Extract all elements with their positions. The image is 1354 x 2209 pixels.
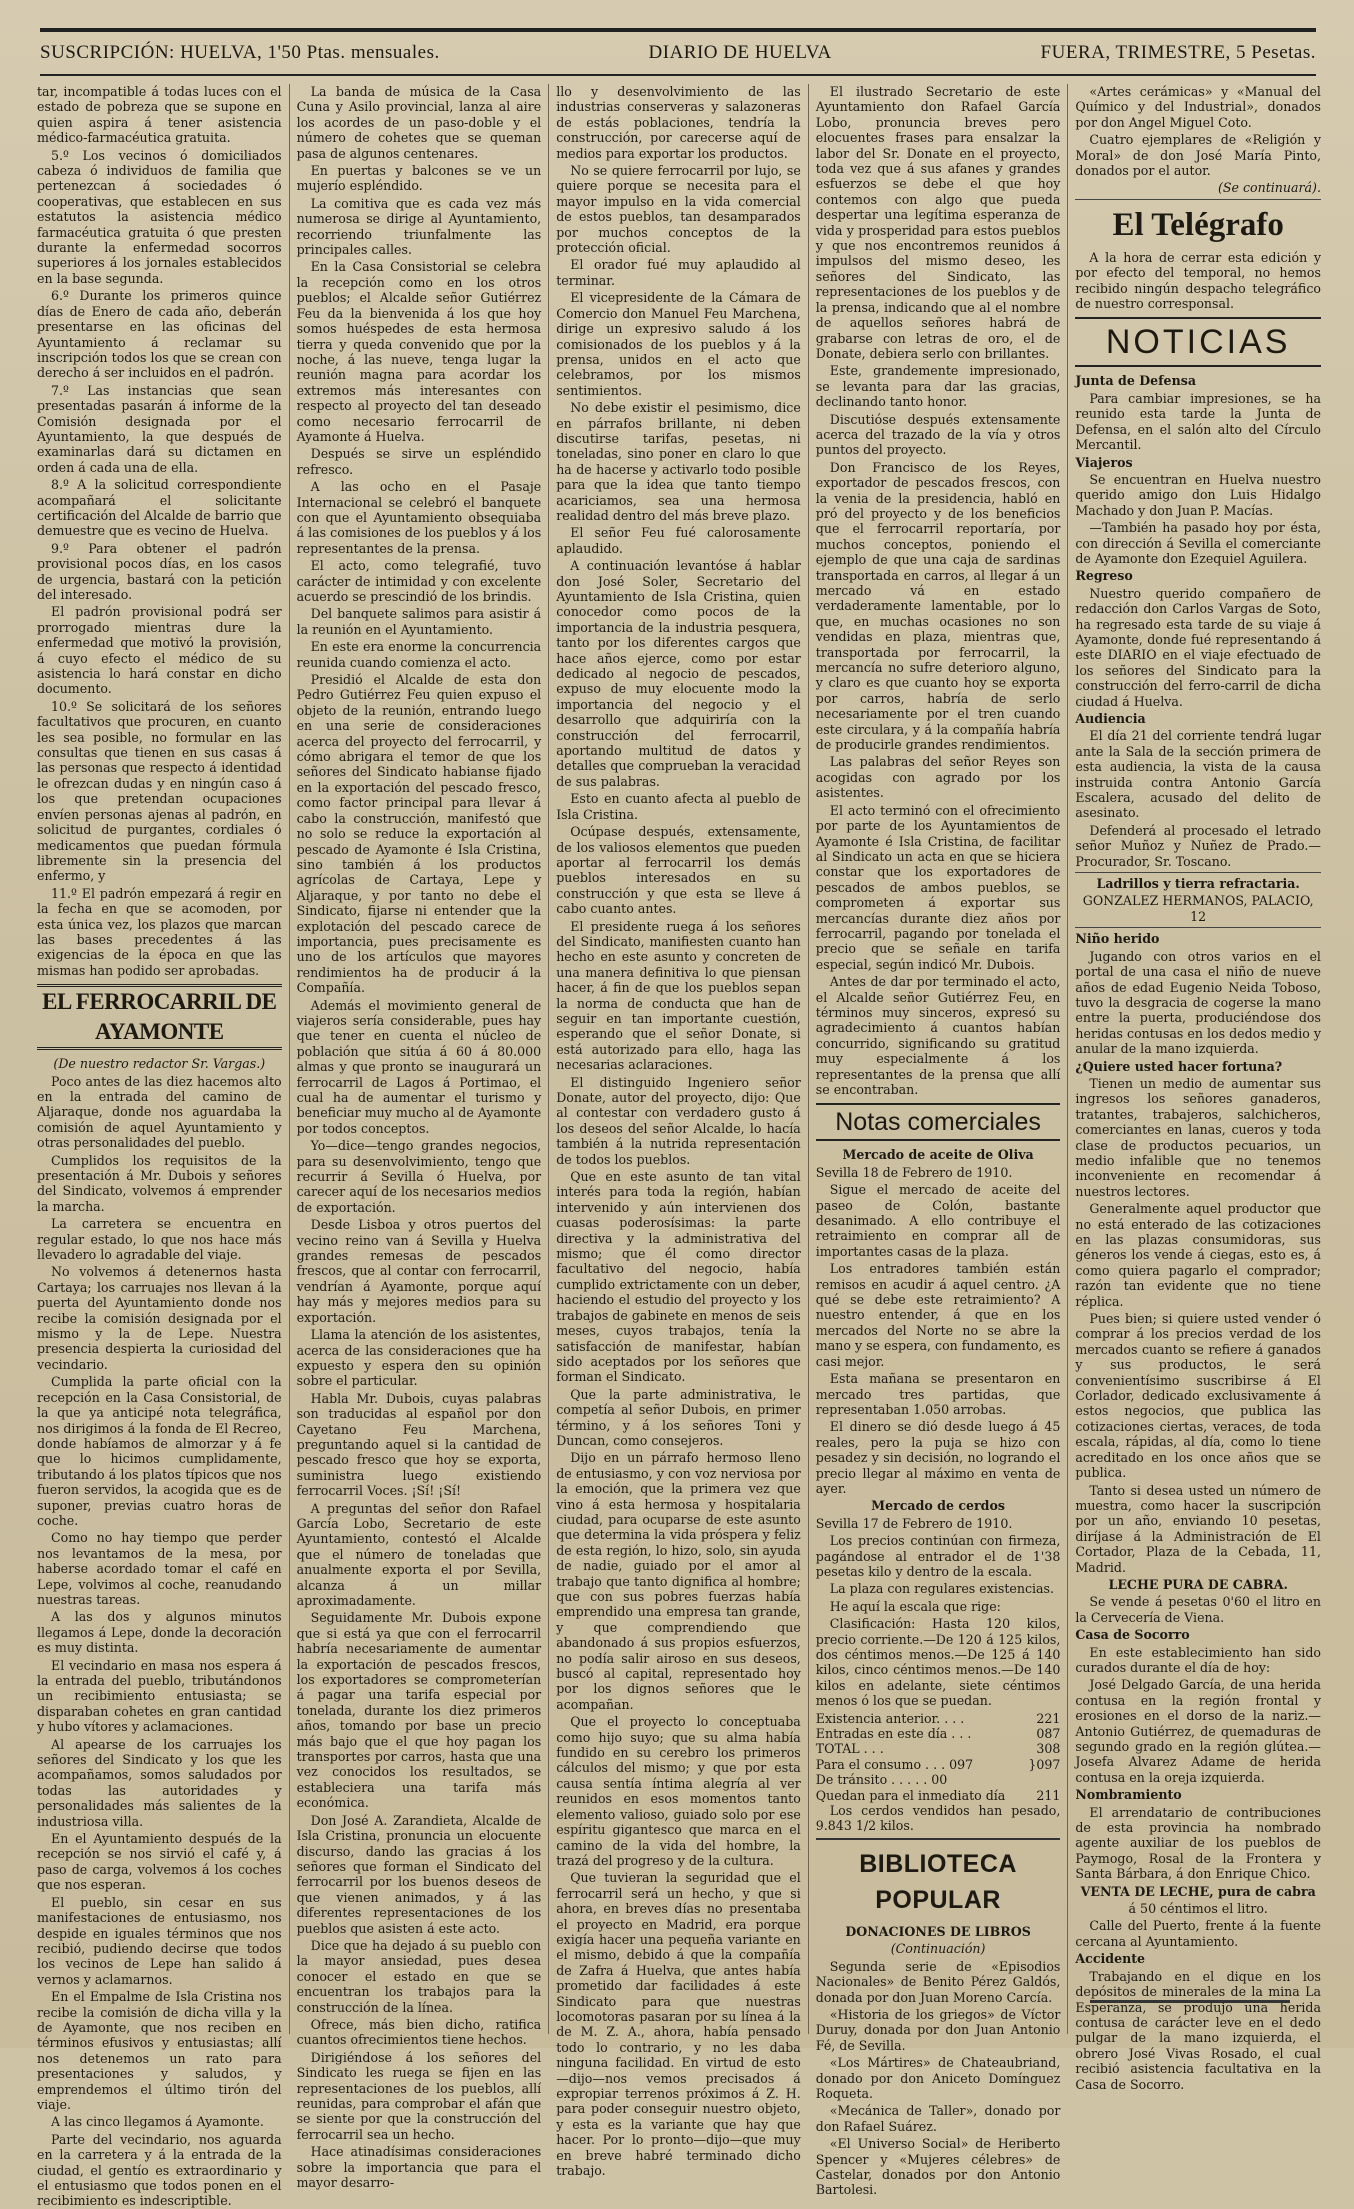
columns	[30, 84, 1328, 2209]
paragraph: La plaza con regulares existencias.	[829, 1581, 1054, 1597]
table-cell: 308	[1036, 1741, 1061, 1757]
paragraph: Llama la atención de los asistentes, acerca de las consideraciones que ha expuesto y espera den su opinión sobre el particular.	[296, 1327, 542, 1389]
paragraph: El día 21 del corriente tendrá lugar ante la Sala de la sección primera de esta audiencia, la vista de la causa instruida contra Antonio García Escalera, acusado del delito de asesinato.	[1075, 728, 1321, 821]
paragraph: Desde Lisboa y otros puertos del vecino reino van á Sevilla y Huelva grandes remesas de pescados frescos, que al contar con ferrocarril, vendrían á Ayamonte, porque aquí hay más y mejores medios para su exportación.	[296, 1217, 542, 1325]
paragraph: Que tuvieran la seguridad que el ferrocarril será un hecho, y que si ahora, en breves días no presentaba el proyecto en Madrid, era porque exigía hacer una pequeña variante en el mismo, debido á que la compañía de Zafra á Huelva, que antes había prometido dar facilidades á este Sindicato para que nuestras locomotoras pasaran por su línea á la de M. Z. A., ahora, había pensado todo lo contrario, y no les daba ninguna facilidad. En virtud de esto —dijo—nos vemos precisados á expropiar terrenos próximos á Z. H. para poder conseguir nuestro objeto, y esta es la variante que hay que hacer. Por lo pronto—dijo—que muy en breve habré terminado dicho trabajo.	[556, 1870, 801, 2179]
table-cell: Entradas en este día . . .	[815, 1726, 972, 1742]
market-title-aceite: Mercado de aceite de Oliva	[842, 1147, 1034, 1163]
table-cell	[1020, 1772, 1060, 1787]
paragraph: El señor Feu fué calorosamente aplaudido.	[556, 525, 801, 556]
paragraph: La comitiva que es cada vez más numerosa se dirige al Ayuntamiento, recorriendo triunfalmente las principales calles.	[296, 195, 542, 258]
paragraph: Que el proyecto lo conceptuaba como hijo suyo; que su alma había fundido en su cerebro los primeros cálculos del mismo; y que por esta causa sentía íntima alegría al ver reunidos en esos momentos tanto elemento valioso, guiado solo por ese espíritu gigantesco que marca en el camino de la vida del hombre, la trazá del progreso y de la cultura.	[556, 1714, 801, 1868]
paragraph: Defenderá al procesado el letrado señor Muñoz y Nuñez de Prado.—Procurador, Sr. Toscano.	[1075, 822, 1321, 869]
paragraph: Segunda serie de «Episodios Nacionales» de Benito Pérez Galdós, donada por don Juan Moreno Carcía.	[815, 1958, 1061, 2005]
paragraph: Nuestro querido compañero de redacción don Carlos Vargas de Soto, ha regresado esta tarde de su viaje á Ayamonte, donde fué representando á este DIARIO en el viaje efectuado de los señores del Sindicato para la construcción del ferro-carril de dicha ciudad á Huelva.	[1075, 585, 1321, 709]
paragraph: La carretera se encuentra en regular estado, lo que nos hace más llevadero lo agradable del viaje.	[37, 1216, 282, 1263]
paragraph: tar, incompatible á todas luces con el estado de pobreza que se supone en quien aspira á tener asistencia médico-farmacéutica gratuita.	[37, 84, 282, 146]
paragraph: Don Francisco de los Reyes, exportador de pescados frescos, con la venia de la presidencia, habló en pró del proyecto y de los beneficios que el ferrocarril reportaría, por muchos conceptos, poniendo el ejemplo de que una caja de sardinas transportada en carros, al llegar á un mercado vá en estado verdaderamente lamentable, por lo que, en muchas ocasiones no son vendidas en plaza, mientras que, transportada por ferrocarril, la mercancía no sufre deterioro alguno, y claro es que cuanto hoy se exporta por carros, habría de serlo necesariamente por el tren cuando este circulara, y á la compañía habría de producirle grandes rendimientos.	[815, 459, 1061, 753]
byline: (De nuestro redactor Sr. Vargas.)	[53, 1056, 266, 1072]
masthead	[40, 28, 1316, 76]
paragraph: Seguidamente Mr. Dubois expone que si está ya que con el ferrocarril habría necesariamente de aumentar la exportación de pescados frescos, los exportadores se comprometerían á pagar una tarifa especial por tonelada, durante los diez primeros años, tomando por base un precio más bajo que el que hoy pagan los transportes por carros, hasta que una vez conocidos los resultados, se estableciera una tarifa más económica.	[296, 1610, 542, 1811]
column-2	[290, 84, 550, 2191]
table-cell: 087	[1036, 1726, 1061, 1742]
advert-text: á 50 céntimos el litro.	[1128, 1901, 1268, 1917]
paragraph: Jugando con otros varios en el portal de una casa el niño de nueve años de edad Eugenio Neida Toboso, tuvo la desgracia de cogerse la mano entre la puerta, produciéndose dos heridas contusas en los dedos medio y anular de la mano izquierda.	[1075, 948, 1321, 1057]
paragraph: No se quiere ferrocarril por lujo, se quiere porque se necesita para el mayor impulso en la vida comercial de estos pueblos, tan desamparados por muchos conceptos de la protección oficial.	[556, 163, 801, 256]
table-cell: 211	[1036, 1787, 1061, 1803]
paragraph: En este era enorme la concurrencia reunida cuando comienza el acto.	[296, 639, 542, 670]
paragraph: Que la parte administrativa, le competía al señor Dubois, en primer término, y á los señores Toni y Duncan, como consejeros.	[556, 1386, 801, 1448]
paragraph: Sigue el mercado de aceite del paseo de Colón, bastante desanimado. A ello contribuye el retraimiento en comprar all de importantes casas de la plaza.	[815, 1182, 1061, 1259]
section-title-telegrafo: El Telégrafo	[1112, 206, 1284, 243]
news-heading: Accidente	[1075, 1951, 1146, 1967]
dateline: Sevilla 17 de Febrero de 1910.	[815, 1515, 1013, 1531]
paragraph: Los precios continúan con firmeza, pagándose al entrador el de 1'38 pesetas kilo y dentro de la escala.	[815, 1533, 1061, 1579]
paragraph: El orador fué muy aplaudido al terminar.	[556, 257, 801, 288]
paragraph: No debe existir el pesimismo, dice en párrafos brillante, ni deben discutirse tarifas, pesetas, ni toneladas, sino poner en claro lo que ha de hacerse y activarlo todo posible para que la idea que tanto tiempo acariciamos, sea una hermosa realidad dentro del más breve plazo.	[556, 400, 801, 523]
paragraph: «Los Mártires» de Chateaubriand, donado por don Aniceto Domínguez Roqueta.	[815, 2055, 1061, 2101]
paragraph: Los entradores también están remisos en acudir á aquel centro. ¿A qué se debe este retraimiento? A nuestro entender, á que en los mercados del Norte no se abre la mano y se espera, con fundamento, es casi mejor.	[815, 1261, 1061, 1369]
paragraph: Tanto si desea usted un número de muestra, como hacer la suscripción por un año, enviando 10 pesetas, diríjase á la Administración de El Cortador, Plaza de la Cebada, 11, Madrid.	[1075, 1482, 1321, 1575]
paragraph: Esta mañana se presentaron en mercado tres partidas, que representaban 1.050 arrobas.	[815, 1371, 1061, 1417]
paragraph: Cumplidos los requisitos de la presentación á Mr. Dubois y señores del Sindicato, volvemos á emprender la marcha.	[37, 1152, 282, 1214]
advert-title: VENTA DE LECHE, pura de cabra	[1080, 1883, 1316, 1899]
paragraph: El acto, como telegrafié, tuvo carácter de intimidad y con excelente acuerdo se prescindió de los brindis.	[296, 558, 542, 604]
paragraph: Trabajando en el dique en los depósitos de minerales de la mina La Esperanza, se produjo una herida contusa de carácter leve en el dedo pulgar de la mano izquierda, el obrero José Vivas Rosado, el cual recibió asistencia facultativa en la Casa de Socorro.	[1075, 1968, 1321, 2092]
paragraph: El padrón provisional podrá ser prorrogado mientras dure la enfermedad que motivó la provisión, á cuyo efecto el médico de su asistencia lo hará constar en dicho documento.	[37, 604, 282, 697]
paragraph: El vicepresidente de la Cámara de Comercio don Manuel Feu Marchena, dirige un expresivo saludo á los comisionados de los pueblos y á la prensa, unidos en el acto que celebramos, por los mismos sentimientos.	[556, 290, 801, 398]
paragraph: llo y desenvolvimiento de las industrias conserveras y salazoneras de estás poblaciones, tendría la construcción, por carecerse aquí de medios para exportar los productos.	[556, 84, 801, 161]
paragraph: Dice que ha dejado á su pueblo con la mayor ansiedad, pues desea conocer el estado en que se encuentran los trabajos para la construcción de la línea.	[296, 1937, 542, 2015]
biblioteca-subtitle: DONACIONES DE LIBROS	[845, 1923, 1031, 1939]
table-row	[816, 1711, 1061, 1726]
paragraph: A las ocho en el Pasaje Internacional se celebró el banquete con que el Ayuntamiento obsequiaba á las comisiones de los pueblos y á los representantes de la prensa.	[296, 479, 542, 556]
paragraph: En el Empalme de Isla Cristina nos recibe la comisión de dicha villa y la de Ayamonte, que nos reciben en términos efusivos y entusiastas; allí nos detenemos un rato para presentaciones y saludos, y emprendemos el último tirón del viaje.	[37, 1989, 282, 2112]
paragraph: Del banquete salimos para asistir á la reunión en el Ayuntamiento.	[296, 606, 542, 637]
section-title-biblioteca: BIBLIOTECA POPULAR	[859, 1849, 1017, 1914]
paragraph: El presidente ruega á los señores del Sindicato, manifiesten cuanto han hecho en este asunto y concreten de una manera definitiva lo que piensan hacer, á fin de que los pueblos sepan la norma de conducta que han de seguir en tan importante cuestión, esperando que el señor Donate, si está autorizado para ello, haga las necesarias aclaraciones.	[556, 918, 801, 1073]
paragraph: A preguntas del señor don Rafael García Lobo, Secretario de este Ayuntamiento, contestó el Alcalde que el número de toneladas que anualmente exporta el por Sevilla, alcanza á un millar aproximadamente.	[296, 1500, 542, 1608]
headline-ferrocarril: EL FERROCARRIL DE AYAMONTE	[37, 984, 282, 1050]
market-title-cerdos: Mercado de cerdos	[871, 1498, 1005, 1514]
column-4	[809, 84, 1069, 2198]
continuation-note: (Se continuará).	[1217, 180, 1321, 196]
paragraph: Se encuentran en Huelva nuestro querido amigo don Luis Hidalgo Machado y don Juan P. Macías.	[1075, 471, 1321, 518]
paragraph: Calle del Puerto, frente á la fuente cercana al Ayuntamiento.	[1075, 1918, 1321, 1949]
end-rule	[1090, 2000, 1290, 2003]
paragraph: «Artes cerámicas» y «Manual del Químico y del Industrial», donados por don Angel Miguel Coto.	[1075, 84, 1321, 130]
table-row	[816, 1726, 1061, 1741]
table-cell: }097	[1028, 1756, 1061, 1772]
paragraph: A las cinco llegamos á Ayamonte.	[51, 2114, 264, 2130]
paragraph: No volvemos á detenernos hasta Cartaya; los carruajes nos llevan á la puerta del Ayuntamiento donde nos recibe la comisión designada por el mismo y la de Lepe. Nuestra presencia despierta la curiosidad del vecindario.	[37, 1264, 282, 1372]
paragraph: Dirigiéndose á los señores del Sindicato les ruega se fijen en las representaciones de los pueblos, allí reunidas, para comprobar el afán que se siente por que la construcción del ferrocarril sea un hecho.	[296, 2049, 542, 2142]
paragraph: José Delgado García, de una herida contusa en la región frontal y erosiones en el dorso de la nariz.—Antonio Gutiérrez, de quemaduras de segundo grado en la región glútea.—Josefa Alvarez Adame de herida contusa en la oreja izquierda.	[1075, 1677, 1321, 1785]
paragraph: A la hora de cerrar esta edición y por efecto del temporal, no hemos recibido ningún despacho telegráfico de nuestro corresponsal.	[1075, 249, 1321, 312]
column-5	[1068, 84, 1328, 2092]
paragraph: Las palabras del señor Reyes son acogidas con agrado por los asistentes.	[815, 754, 1061, 801]
paragraph: Que en este asunto de tan vital interés para toda la región, habían intervenido y aún intervienen dos cuasas poderosísimas: la parte directiva y la administrativa del mismo; que él como director facultativo del negocio, había cumplido extrictamente con un deber, haciendo el estudio del proyecto y los trabajos de gabinete en menos de seis meses, cuyos trabajos, tenía la satisfacción de manifestar, habían sido aceptados por los señores que forman el Sindicato.	[556, 1169, 801, 1385]
paragraph: Después se sirve un espléndido refresco.	[296, 446, 542, 477]
paragraph: Ofrece, más bien dicho, ratifica cuantos ofrecimientos tiene hechos.	[296, 2016, 542, 2048]
paragraph: En este establecimiento han sido curados durante el día de hoy:	[1075, 1644, 1321, 1675]
news-heading: Junta de Defensa	[1075, 373, 1196, 389]
table-cell: 221	[1036, 1710, 1061, 1726]
paragraph: La banda de música de la Casa Cuna y Asilo provincial, lanza al aire los acordes de un paso-doble y el número de cohetes que se queman pasa de algunos centenares.	[296, 84, 542, 161]
paragraph: «Historia de los griegos» de Víctor Duruy, donada por don Juan Antonio Fé, de Sevilla.	[815, 2006, 1061, 2053]
news-heading: ¿Quiere usted hacer fortuna?	[1075, 1058, 1283, 1074]
table-row	[816, 1772, 1061, 1787]
news-heading: Regreso	[1075, 568, 1133, 584]
paragraph: «Mecánica de Taller», donado por don Rafael Suárez.	[815, 2103, 1061, 2134]
paragraph: El vecindario en masa nos espera á la entrada del pueblo, tributándonos un recibimiento entusiasta; se disparaban cohetes en gran cantidad y hubo vítores y aclamaciones.	[37, 1657, 282, 1735]
paragraph: Poco antes de las diez hacemos alto en la entrada del camino de Aljaraque, donde nos aguardaba la comisión de aquel Ayuntamiento y otras personalidades del pueblo.	[37, 1073, 282, 1151]
paragraph: A continuación levantóse á hablar don José Soler, Secretario del Ayuntamiento de Isla Cristina, quien conocedor como pocos de la importancia de la industria pesquera, tanto por los diferentes cargos que hace años ejerce, como por estar dedicado al negocio de pescados, expuso de muy elocuente modo la importancia del negocio y el desarrollo que adquiriría con la construcción del ferrocarril, aportando multitud de datos y detalles que comprueban la veracidad de sus palabras.	[556, 558, 801, 789]
section-title-notas-comerciales: Notas comerciales	[816, 1103, 1061, 1141]
table-cell: Quedan para el inmediato día	[815, 1787, 1006, 1803]
paragraph: 6.º Durante los primeros quince días de Enero de cada año, deberán presentarse en las oficinas del Ayuntamiento á reclamar su inscripción todos los que se crean con derecho á ser incluidos en el padrón.	[37, 288, 282, 381]
continuation-note: (Continuación)	[890, 1941, 986, 1957]
paragraph: Se vende á pesetas 0'60 el litro en la Cervecería de Viena.	[1075, 1594, 1321, 1625]
subscription-local: SUSCRIPCIÓN: HUELVA, 1'50 Ptas. mensuales.	[40, 42, 440, 63]
paragraph: Pues bien; si quiere usted vender ó comprar á los precios verdad de los mercados cuanto se refiere á ganados y sus productos, le será convenientísimo suscribirse á El Corlador, dedicado exclusivamente á estos negocios, que publica las cotizaciones ciertas, veraces, de toda escala, rápidas, al día, como lo tiene acreditado en los once años que se publica.	[1075, 1311, 1321, 1481]
paragraph: Este, grandemente impresionado, se levanta para dar las gracias, declinando tanto honor.	[815, 363, 1061, 410]
paragraph: 5.º Los vecinos ó domiciliados cabeza ó individuos de familia que pertenezcan á sociedades ó cooperativas, que establecen en sus estatutos la asistencia médico farmacéutica gratuita ó que presten durante la enfermedad socorros superiores á los jornales establecidos en la base segunda.	[37, 147, 282, 286]
paragraph: Generalmente aquel productor que no está enterado de las cotizaciones en las plazas consumidoras, sus géneros los vende á ciegas, esto es, á como quiera pagarlo el comprador; razón tan evidente que no tiene réplica.	[1075, 1201, 1321, 1309]
paragraph: Ocúpase después, extensamente, de los valiosos elementos que pueden aportar al ferrocarril los demás pueblos interesados en su construcción y que esta se lleve á cabo cuanto antes.	[556, 824, 801, 917]
paragraph: En puertas y balcones se ve un mujerío espléndido.	[296, 163, 542, 194]
advert-title: LECHE PURA DE CABRA.	[1108, 1576, 1288, 1592]
paragraph: 7.º Las instancias que sean presentadas pasarán á informe de la Comisión designada por el Ayuntamiento, la que después de examinarlas dará su dictamen en orden á cada una de ella.	[37, 382, 282, 475]
divider	[1075, 199, 1321, 200]
advert-text: GONZALEZ HERMANOS, PALACIO, 12	[1082, 893, 1314, 924]
divider	[1075, 927, 1321, 928]
divider	[816, 1838, 1061, 1840]
paragraph: 8.º A la solicitud correspondiente acompañará el solicitante certificación del Alcalde de barrio que demuestre que es vecino de Huelva.	[37, 477, 282, 539]
paragraph: En el Ayuntamiento después de la recepción se nos sirvió el café y, á paso de carga, volvemos á los coches que nos esperan.	[37, 1831, 282, 1893]
news-heading: Nombramiento	[1075, 1787, 1182, 1803]
advert-title: Ladrillos y tierra refractaria.	[1096, 876, 1300, 892]
paragraph: Yo—dice—tengo grandes negocios, para su desenvolvimiento, tengo que recurrir á Sevilla ó Huelva, por carecer aquí de los necesarios medios de exportación.	[296, 1138, 542, 1215]
paragraph: Discutióse después extensamente acerca del trazado de la vía y otros puntos del proyecto.	[815, 411, 1061, 458]
paragraph: He aquí la escala que rige:	[829, 1598, 1001, 1614]
paragraph: Dijo en un párrafo hermoso lleno de entusiasmo, y con voz nerviosa por la emoción, que la primera vez que vino á esta hermosa y hospitalaria ciudad, para ocuparse de este asunto que determina la vida próspera y feliz de esta región, lo hizo, solo, sin ayuda de nadie, guiado por el amor al trabajo que tanto dignifica al hombre; que con sus pobres fuerzas había emprendido una empresa tan grande, y que comprendiendo que abandonado á sus propios esfuerzos, no podía salir airoso en sus deseos, buscó al capital, representado hoy por los dignos señores que le acompañan.	[556, 1450, 801, 1712]
news-heading: Audiencia	[1075, 711, 1146, 726]
paragraph: Parte del vecindario, nos aguarda en la carretera y á la entrada de la ciudad, el gentío es extraordinario y el entusiasmo que todos ponen en el recibimiento es indescriptible.	[37, 2131, 282, 2209]
paragraph: A las dos y algunos minutos llegamos á Lepe, donde la decoración es muy distinta.	[37, 1609, 282, 1656]
table-cell: TOTAL . . .	[815, 1741, 884, 1757]
paragraph: El pueblo, sin cesar en sus manifestaciones de entusiasmo, nos despide en iguales términos que nos recibió, pudiendo decirse que todos los vecinos de Lepe han salido á vernos y aclamarnos.	[37, 1894, 282, 1987]
paragraph: Al apearse de los carruajes los señores del Sindicato y los que les acompañamos, somos saludados por todas las autoridades y personalidades más salientes de la industriosa villa.	[37, 1736, 282, 1829]
table-row	[816, 1757, 1061, 1772]
paragraph: Hace atinadísimas consideraciones sobre la importancia que para el mayor desarro-	[296, 2144, 542, 2191]
cerdos-table	[816, 1711, 1061, 1803]
table-cell: Para el consumo . . . 097	[815, 1756, 974, 1772]
paragraph: —También ha pasado hoy por ésta, con dirección á Sevilla el comerciante de Ayamonte don Ezequiel Aguilera.	[1075, 520, 1321, 566]
divider	[1075, 872, 1321, 873]
news-heading: Niño herido	[1075, 931, 1160, 947]
paragraph: En la Casa Consistorial se celebra la recepción como en los otros pueblos; el Alcalde señor Gutiérrez Feu da la bienvenida á los que hoy somos huéspedes de esta hermosa tierra y queda convenido que por la noche, á las nueve, tenga lugar la reunión magna para acordar los extremos más interesantes con respecto al proyecto del tan deseado como necesario ferrocarril de Ayamonte á Huelva.	[296, 259, 542, 444]
paragraph: Antes de dar por terminado el acto, el Alcalde señor Gutiérrez Feu, en términos muy sinceros, expresó su agradecimiento á cuantos habían concurrido, significando su gratitud muy especialmente á los representantes de la prensa que allí se encontraban.	[815, 974, 1061, 1097]
table-row	[816, 1788, 1061, 1803]
newspaper-title: DIARIO DE HUELVA	[648, 42, 832, 63]
paragraph: Clasificación: Hasta 120 kilos, precio corriente.—De 120 á 125 kilos, dos céntimos menos.—De 125 á 140 kilos, cinco céntimos menos.—De 140 kilos en adelante, siete céntimos menos ó los que se puedan.	[815, 1616, 1061, 1709]
paragraph: Además el movimiento general de viajeros sería considerable, pues hay que tener en cuenta el núcleo de población que sitúa á 60 á 80.000 almas y que pronto se inaugurará un ferrocarril de Lagos á Portimao, el cual ha de aumentar el turismo y beneficiar muy mucho al de Ayamonte por todos conceptos.	[296, 997, 542, 1136]
paragraph: El arrendatario de contribuciones de esta provincia ha nombrado agente auxiliar de los pueblos de Paymogo, Rosal de la Frontera y Santa Bárbara, á don Enrique Chico.	[1075, 1804, 1321, 1882]
paragraph: El ilustrado Secretario de este Ayuntamiento don Rafael García Lobo, pronuncia breves pero elocuentes frases para ensalzar la labor del Sr. Donate en el proyecto, toda vez que á sus afanes y grandes esfuerzos se debe el que hoy contemos con algo que pueda despertar una legítima esperanza de vida y prosperidad para estos pueblos y que nos encontremos reunidos á impulsos del mismo deseo, les señores del Sindicato, las representaciones de los pueblos y de la prensa, indicando que al el nombre de aquellos señores habrá de grabarse con letras de oro, el de Donate, debiera serlo con brillantes.	[815, 84, 1061, 361]
paragraph: Esto en cuanto afecta al pueblo de Isla Cristina.	[556, 791, 801, 822]
subscription-outside: FUERA, TRIMESTRE, 5 Pesetas.	[1040, 42, 1316, 63]
paragraph: Cuatro ejemplares de «Religión y Moral» de don José María Pinto, donados por el autor.	[1075, 132, 1321, 179]
paragraph: Habla Mr. Dubois, cuyas palabras son traducidas al español por don Cayetano Feu Marchena, preguntando aquel si la cantidad de pescado fresco que hoy se exporta, suministra luego existiendo ferrocarril Voces. ¡Sí! ¡Sí!	[296, 1390, 542, 1499]
column-1	[30, 84, 290, 2209]
section-title-noticias: NOTICIAS	[1075, 317, 1321, 367]
paragraph: Don José A. Zarandieta, Alcalde de Isla Cristina, pronuncia un elocuente discurso, dando las gracias á los señores que forman el Sindicato del ferrocarril por los buenos deseos de que vienen animados, y á las diferentes representaciones de los pueblos que asisten á este acto.	[296, 1812, 542, 1936]
table-cell: De tránsito . . . . . 00	[815, 1772, 948, 1788]
paragraph: Tienen un medio de aumentar sus ingresos los señores ganaderos, tratantes, trabajeros, salchicheros, comerciantes en lanas, cueros y toda clase de productos pecuarios, un medio infalible que no tenemos inconveniente en recomendar á nuestros lectores.	[1075, 1075, 1321, 1199]
paragraph: 10.º Se solicitará de los señores facultativos que procuren, en cuanto les sea posible, no formular en las consultas que tienen en sus casas á las personas que respecto á identidad le ofrezcan dudas y en ningún caso á los que pretendan ocupaciones envíen personas ajenas al padrón, en solicitud de purgantes, cordiales ó medicamentos que puedan fórmula libremente sin la presencia del enfermo, y	[37, 698, 282, 884]
dateline: Sevilla 18 de Febrero de 1910.	[815, 1164, 1013, 1180]
news-heading: Casa de Socorro	[1075, 1627, 1190, 1643]
paragraph: 11.º El padrón empezará á regir en la fecha en que se acomoden, por esta única vez, los plazos que marcan las bases precedentes á las exigencias de la época en que las mismas han podido ser aprobadas.	[37, 885, 282, 978]
paragraph: 9.º Para obtener el padrón provisional pocos días, en los casos de urgencia, bastará con la petición del interesado.	[37, 540, 282, 602]
paragraph: Cumplida la parte oficial con la recepción en la Casa Consistorial, de la que ya anticipé nota telegráfica, nos dirigimos á la fonda de El Recreo, donde habíamos de almorzar y á fe que lo hicimos cumplidamente, tributando á los platos típicos que nos fueron servidos, la acogida que es de suponer, previas cuatro horas de coche.	[37, 1374, 282, 1528]
table-cell: Existencia anterior. . . .	[815, 1710, 965, 1726]
paragraph: El dinero se dió desde luego á 45 reales, pero la puja se hizo con pesadez y sin decisión, no logrando el precio llegar al máximo en venta de ayer.	[815, 1419, 1061, 1496]
paragraph: «El Universo Social» de Heriberto Spencer y «Mujeres célebres» de Castelar, donados por don Antonio Bartolesi.	[815, 2136, 1061, 2198]
paragraph: Los cerdos vendidos han pesado, 9.843 1/2 kilos.	[815, 1803, 1061, 1834]
paragraph: Presidió el Alcalde de esta don Pedro Gutiérrez Feu quien expuso el objeto de la reunión, entrando luego en una serie de consideraciones acerca del proyecto del ferrocarril, y cómo abrigara el temor de que los señores del Sindicato habianse fijado en la exportación del pescado fresco, como factor principal para llevar á cabo la construcción, manifestó que no solo se reduce la exportación al pescado de Ayamonte é Isla Cristina, sino también á los productos agrícolas de Cartaya, Lepe y Aljaraque, y por tanto no debe el Sindicato, fijarse ni entender que la explotación del pescado carece de importancia, pues precisamente es uno de los artículos que mayores rendimientos ha de producir á la Compañía.	[296, 672, 542, 996]
paragraph: El acto terminó con el ofrecimiento por parte de los Ayuntamientos de Ayamonte é Isla Cristina, de facilitar al Sindicato un acta en que se hiciera constar que los exportadores de pescados de ambos pueblos, se comprometen á exportar sus mercancías durante diez años por ferrocarril, pagando por tonelada el precio que se señale en tarifa especial, según indicó Mr. Dubois.	[815, 802, 1061, 972]
table-row	[816, 1741, 1061, 1756]
paragraph: Para cambiar impresiones, se ha reunido esta tarde la Junta de Defensa, en el salón alto del Círculo Mercantil.	[1075, 390, 1321, 453]
paragraph: El distinguido Ingeniero señor Donate, autor del proyecto, dijo: Que al contestar con verdadero gusto á los deseos del señor Alcalde, lo hacía también á la nutrida representación de todos los pueblos.	[556, 1074, 801, 1167]
column-3	[549, 84, 809, 2179]
paragraph: Como no hay tiempo que perder nos levantamos de la mesa, por haberse acordado tomar el café en Lepe, volvimos al coche, reanudando nuestras tareas.	[37, 1530, 282, 1607]
news-heading: Viajeros	[1075, 454, 1133, 470]
